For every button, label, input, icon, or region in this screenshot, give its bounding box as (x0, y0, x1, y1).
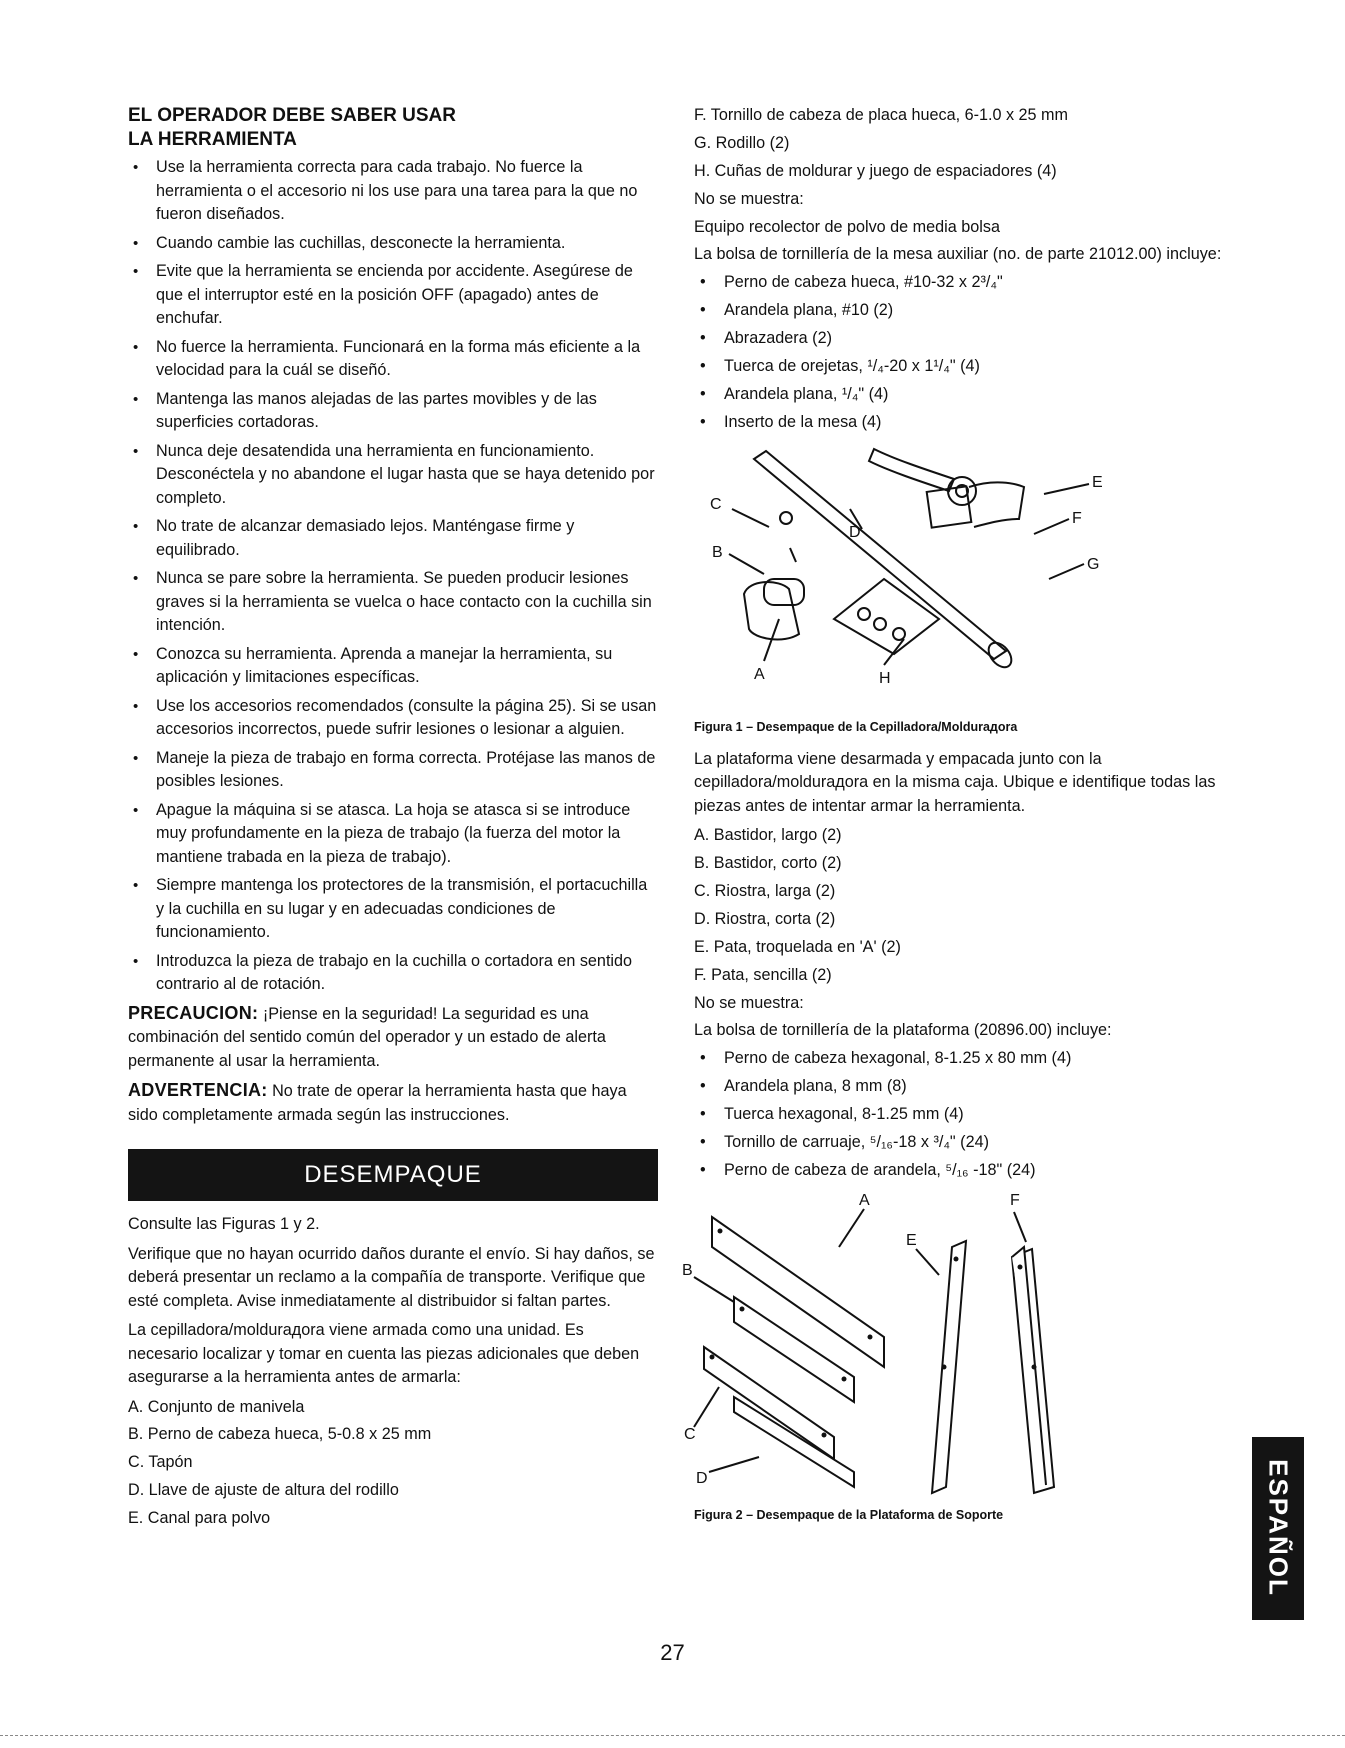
list-item: B. Bastidor, corto (2) (694, 854, 842, 873)
figure-1 (694, 439, 1234, 734)
list-item: G. Rodillo (2) (694, 133, 790, 152)
advertencia-label: ADVERTENCIA: (128, 1080, 268, 1100)
list-item: • Use la herramienta correcta para cada trabajo. No fuerce la herramienta o el accesorio ni los use para una tarea para la que no fueron diseñados. (128, 156, 658, 227)
precaucion-label: PRECAUCION: (128, 1002, 259, 1023)
figure-1-label-f: F (1072, 509, 1082, 527)
figure-1-caption: Figura 1 – Desempaque de la Cepilladora/Moldurадora (694, 719, 1018, 734)
figure-1-label-d: D (849, 523, 861, 541)
advertencia-text: No trate de operar la herramienta hasta que haya sido completamente armada según las instrucciones. (128, 1082, 627, 1124)
bag-items-list (694, 271, 1234, 434)
list-item: A. Conjunto de manivela (128, 1397, 305, 1416)
list-item: • Inserto de la mesa (4) (694, 411, 1234, 435)
platform-bag-intro: La bolsa de tornillería de la plataforma (20896.00) incluye: (694, 1021, 1112, 1040)
figure-2 (682, 1187, 1234, 1522)
assembled-paragraph: La cepilladora/moldurадora viene armada como una unidad. Es necesario localizar y tomar en cuenta las piezas adicionales que deben asegurarse a la herramienta antes de armarla: (128, 1321, 640, 1386)
list-item: A. Bastidor, largo (2) (694, 826, 842, 845)
list-item: H. Cuñas de moldurar y juego de espaciadores (4) (694, 161, 1057, 180)
list-item: • Perno de cabeza hueca, #10-32 x 2³/₄" (694, 271, 1234, 295)
list-item: C. Riostra, larga (2) (694, 881, 836, 900)
dust-bag-text: Equipo recolector de polvo de media bolsa (694, 217, 1000, 236)
list-item: • Maneje la pieza de trabajo en forma correcta. Protéjase las manos de posibles lesiones. (128, 747, 658, 794)
platform-intro: La plataforma viene desarmada y empacada junto con la cepilladora/moldurадora en la misma caja. Ubique e identifique todas las piezas antes de intentar armar la herramienta. (694, 749, 1216, 815)
not-shown-label: No se muestra: (694, 189, 804, 208)
list-item: F. Tornillo de cabeza de placa hueca, 6-1.0 x 25 mm (694, 106, 1069, 124)
list-item: • Abrazadera (2) (694, 327, 1234, 351)
section-heading-line1: EL OPERADOR DEBE SABER USAR (128, 105, 456, 126)
left-column (128, 104, 658, 1535)
list-item: D. Llave de ajuste de altura del rodillo (128, 1481, 399, 1500)
list-item: • No trate de alcanzar demasiado lejos. Manténgase firme y equilibrado. (128, 515, 658, 562)
list-item: • Nunca deje desatendida una herramienta en funcionamiento. Desconéctela y no abandone el lugar hasta que se haya detenido por completo. (128, 440, 658, 511)
verify-paragraph: Verifique que no hayan ocurrido daños durante el envío. Si hay daños, se deberá presentar un reclamo a la compañía de transporte. Verifique que esté completa. Avise inmediatamente al distribuidor si faltan partes. (128, 1244, 655, 1310)
precaucion-paragraph (128, 1002, 658, 1074)
list-item: B. Perno de cabeza hueca, 5-0.8 x 25 mm (128, 1425, 432, 1444)
parts-list (128, 1396, 658, 1531)
not-shown-label-2: No se muestra: (694, 993, 804, 1012)
parts-list-continued (694, 104, 1234, 183)
safety-bullet-list (128, 156, 658, 997)
figure-2-label-a: A (859, 1191, 870, 1209)
list-item: • Conozca su herramienta. Aprenda a manejar la herramienta, su aplicación y limitaciones específicas. (128, 643, 658, 690)
figure-2-label-f: F (1010, 1191, 1020, 1209)
figure-2-label-d: D (696, 1469, 708, 1487)
list-item: • Use los accesorios recomendados (consulte la página 25). Si se usan accesorios incorrectos, puede sufrir lesiones o lesionar a alguien. (128, 695, 658, 742)
list-item: D. Riostra, corta (2) (694, 909, 836, 928)
list-item: • Nunca se pare sobre la herramienta. Se pueden producir lesiones graves si la herramienta se vuelca o hace contacto con la cuchilla sin intención. (128, 567, 658, 638)
list-item: • Arandela plana, ¹/₄" (4) (694, 383, 1234, 407)
list-item: • Tuerca hexagonal, 8-1.25 mm (4) (694, 1103, 1234, 1127)
list-item: • Mantenga las manos alejadas de las partes movibles y de las superficies cortadoras. (128, 388, 658, 435)
list-item: • Introduzca la pieza de trabajo en la cuchilla o cortadora en sentido contrario al de rotación. (128, 950, 658, 997)
platform-bag-items-list (694, 1047, 1234, 1182)
list-item: • Evite que la herramienta se encienda por accidente. Asegúrese de que el interruptor esté en la posición OFF (apagado) antes de enchufar. (128, 260, 658, 331)
list-item: • No fuerce la herramienta. Funcionará en la forma más eficiente a la velocidad para la cuál se diseñó. (128, 336, 658, 383)
advertencia-paragraph (128, 1079, 658, 1127)
figure-1-label-a: A (754, 665, 765, 683)
figure-1-label-b: B (712, 543, 723, 561)
consult-figures: Consulte las Figuras 1 y 2. (128, 1215, 320, 1233)
list-item: • Tornillo de carruaje, ⁵/₁₆-18 x ³/₄" (24) (694, 1131, 1234, 1155)
list-item: • Perno de cabeza hexagonal, 8-1.25 x 80 mm (4) (694, 1047, 1234, 1071)
list-item: • Apague la máquina si se atasca. La hoja se atasca si se introduce muy profundamente en la pieza de trabajo (la fuerza del motor la mantiene trabada en la pieza de trabajo). (128, 799, 658, 870)
figure-1-label-g: G (1087, 555, 1100, 573)
figure-2-label-e: E (906, 1231, 917, 1249)
bottom-rule (0, 1735, 1345, 1736)
list-item: • Siempre mantenga los protectores de la transmisión, el portacuchilla y la cuchilla en su lugar y en adecuadas condiciones de funcionamiento. (128, 874, 658, 945)
list-item: E. Pata, troquelada en 'A' (2) (694, 937, 901, 956)
page-number: 27 (660, 1640, 685, 1665)
figure-2-illustration (682, 1187, 1234, 1497)
side-tab-label: ESPAÑOL (1263, 1459, 1294, 1597)
list-item: F. Pata, sencilla (2) (694, 965, 832, 984)
section-heading-line2: LA HERRAMIENTA (128, 129, 297, 150)
precaucion-text: ¡Piense en la seguridad! La seguridad es una combinación del sentido común del operador y un estado de alerta permanente al usar la herramienta. (128, 1004, 606, 1070)
figure-1-illustration (694, 439, 1234, 709)
list-item: • Cuando cambie las cuchillas, desconecte la herramienta. (128, 232, 658, 256)
list-item: • Tuerca de orejetas, ¹/₄-20 x 1¹/₄" (4) (694, 355, 1234, 379)
right-column (682, 104, 1234, 1536)
desempaque-banner: DESEMPAQUE (128, 1149, 658, 1201)
figure-2-caption: Figura 2 – Desempaque de la Plataforma de Soporte (694, 1507, 1004, 1522)
list-item: C. Tapón (128, 1453, 193, 1472)
figure-1-label-e: E (1092, 473, 1103, 491)
platform-parts-list (694, 824, 1234, 987)
list-item: E. Canal para polvo (128, 1509, 271, 1528)
list-item: • Arandela plana, #10 (2) (694, 299, 1234, 323)
language-side-tab (1252, 1437, 1304, 1620)
figure-2-label-c: C (684, 1425, 696, 1443)
list-item: • Perno de cabeza de arandela, ⁵/₁₆ -18" (24) (694, 1159, 1234, 1183)
figure-1-label-c: C (710, 495, 722, 513)
list-item: • Arandela plana, 8 mm (8) (694, 1075, 1234, 1099)
figure-2-label-b: B (682, 1261, 693, 1279)
figure-1-label-h: H (879, 669, 891, 687)
bag-intro: La bolsa de tornillería de la mesa auxiliar (no. de parte 21012.00) incluye: (694, 245, 1222, 264)
